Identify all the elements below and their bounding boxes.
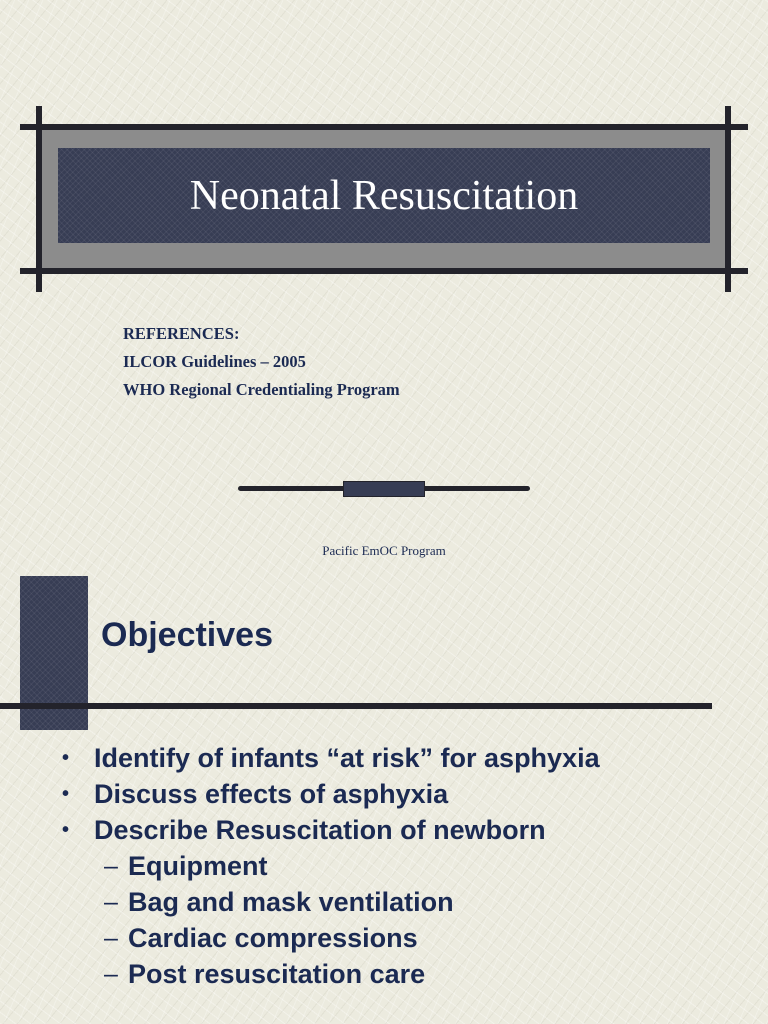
dash-marker: – [104, 888, 118, 916]
frame-line-right [725, 106, 731, 292]
bullet-text: Identify of infants “at risk” for asphyxia [94, 743, 600, 773]
bullet-text: Discuss effects of asphyxia [94, 779, 449, 809]
frame-line-top [20, 124, 748, 130]
sub-bullet-text: Cardiac compressions [128, 923, 418, 953]
references-heading: REFERENCES: [123, 324, 240, 343]
slide-footer: Pacific EmOC Program [322, 543, 446, 558]
bullet-marker: • [62, 747, 70, 769]
title-box [58, 148, 710, 243]
objectives-title: Objectives [101, 616, 273, 654]
references-block [123, 320, 400, 404]
divider-box [343, 481, 425, 497]
bullet-marker: • [62, 819, 70, 841]
reference-item: WHO Regional Credentialing Program [123, 380, 400, 399]
dash-marker: – [104, 852, 118, 880]
dash-marker: – [104, 924, 118, 952]
bullet-text: Describe Resuscitation of newborn [94, 815, 546, 845]
sub-bullet-text: Bag and mask ventilation [128, 887, 454, 917]
reference-item: ILCOR Guidelines – 2005 [123, 352, 306, 371]
dash-marker: – [104, 960, 118, 988]
frame-line-bottom [20, 268, 748, 274]
frame-line-left [36, 106, 42, 292]
title-underline-rule [0, 703, 712, 709]
bullet-marker: • [62, 783, 70, 805]
slide-title: Neonatal Resuscitation [189, 172, 579, 219]
sub-bullet-text: Equipment [128, 851, 268, 881]
sub-bullet-text: Post resuscitation care [128, 959, 426, 989]
